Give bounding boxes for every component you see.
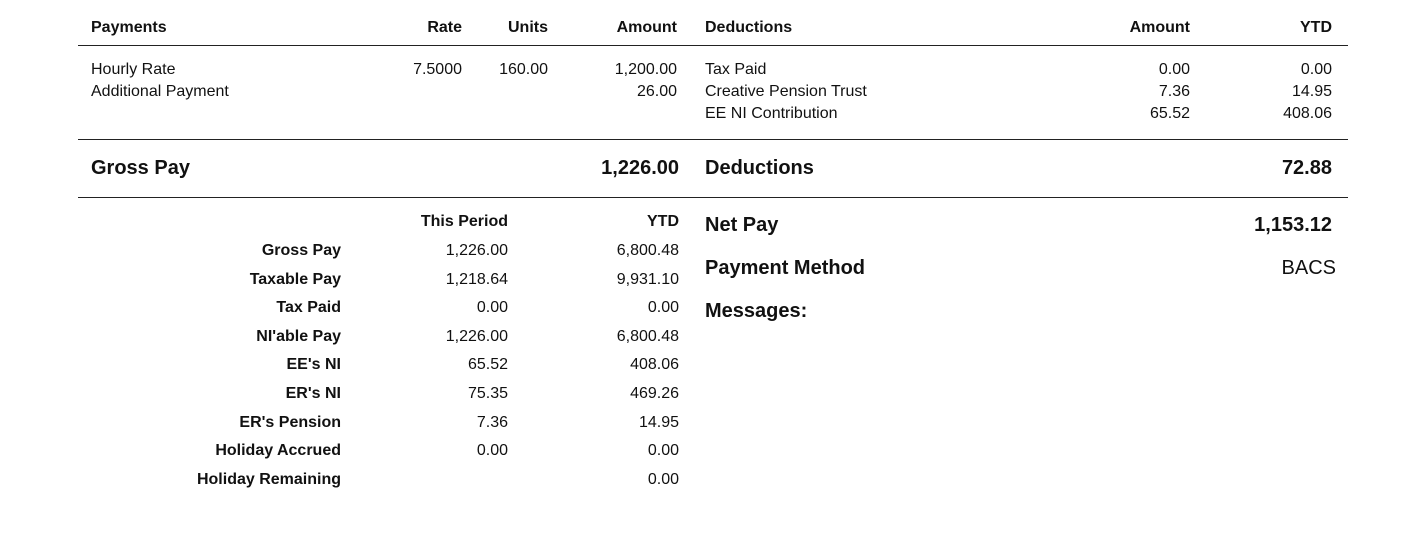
- deduction-row-amount: 0.00: [1158, 61, 1190, 78]
- summary-row-this-period: 65.52: [467, 356, 508, 374]
- summary-labels: [150, 237, 341, 494]
- summary-row-ytd: 0.00: [647, 470, 679, 488]
- header-divider: [78, 45, 1348, 46]
- deductions-total-label: Deductions: [705, 157, 814, 179]
- payment-row-units: 160.00: [499, 61, 548, 78]
- totals-divider: [78, 197, 1348, 198]
- gross-pay-label: Gross Pay: [91, 157, 190, 179]
- summary-ytd-header: YTD: [647, 213, 679, 230]
- deductions-ytd-header: YTD: [1300, 19, 1332, 36]
- payment-row-description: Hourly Rate: [91, 61, 176, 78]
- summary-row-this-period: [400, 466, 508, 495]
- summary-row-ytd: 0.00: [647, 299, 679, 317]
- summary-row-ytd: 14.95: [638, 413, 679, 431]
- deduction-row-description: EE NI Contribution: [705, 105, 838, 122]
- deduction-row-amount: 65.52: [1149, 105, 1190, 122]
- summary-row-label: Tax Paid: [276, 299, 341, 317]
- summary-row-ytd: 408.06: [630, 356, 679, 374]
- summary-row-this-period: 0.00: [476, 442, 508, 460]
- payments-units: [468, 59, 548, 103]
- deductions-ytds: [1232, 59, 1332, 125]
- deduction-row-ytd: 0.00: [1300, 61, 1332, 78]
- summary-row-this-period: 75.35: [467, 384, 508, 402]
- summary-row-label: Holiday Accrued: [215, 442, 341, 460]
- deduction-row-amount: 7.36: [1158, 83, 1190, 100]
- deductions-total: 72.88: [1281, 157, 1332, 179]
- net-pay-value: 1,153.12: [1254, 214, 1332, 236]
- summary-row-label: Holiday Remaining: [196, 470, 341, 488]
- messages-label: Messages:: [705, 300, 808, 322]
- rows-divider: [78, 139, 1348, 140]
- summary-row-label: ER's Pension: [239, 413, 341, 431]
- summary-row-ytd: 469.26: [630, 384, 679, 402]
- payments-amounts: [577, 59, 677, 103]
- payment-row-rate: 7.5000: [413, 61, 462, 78]
- summary-row-label: EE's NI: [286, 356, 341, 374]
- summary-row-this-period: 1,218.64: [445, 270, 508, 288]
- summary-row-label: ER's NI: [285, 384, 341, 402]
- payments-descriptions: [91, 59, 229, 103]
- summary-row-ytd: 6,800.48: [616, 242, 679, 259]
- deductions-header: Deductions: [705, 19, 793, 36]
- deductions-amount-header: Amount: [1129, 19, 1190, 36]
- payment-row-units: [468, 81, 548, 103]
- deduction-row-description: Creative Pension Trust: [705, 83, 867, 100]
- payment-method-label: Payment Method: [705, 257, 866, 279]
- payments-header: Payments: [91, 19, 167, 36]
- deduction-row-description: Tax Paid: [705, 61, 767, 78]
- summary-this-period-values: [400, 237, 508, 494]
- summary-row-this-period: 1,226.00: [445, 327, 508, 345]
- units-header: Units: [508, 19, 548, 36]
- gross-pay-total: 1,226.00: [601, 157, 679, 179]
- payments-amount-header: Amount: [616, 19, 677, 36]
- payment-method-value: BACS: [1281, 257, 1336, 279]
- summary-row-this-period: 7.36: [476, 413, 508, 431]
- deduction-row-ytd: 408.06: [1283, 105, 1332, 122]
- rate-header: Rate: [427, 19, 462, 36]
- summary-row-this-period: 1,226.00: [445, 242, 508, 259]
- this-period-header: This Period: [420, 213, 508, 230]
- deductions-amounts: [1090, 59, 1190, 125]
- summary-row-label: Gross Pay: [261, 242, 341, 259]
- summary-row-ytd: 9,931.10: [616, 270, 679, 288]
- summary-row-ytd: 6,800.48: [616, 327, 679, 345]
- summary-row-this-period: 0.00: [476, 299, 508, 317]
- deductions-descriptions: [705, 59, 867, 125]
- payment-row-description: Additional Payment: [91, 83, 229, 100]
- summary-row-ytd: 0.00: [647, 442, 679, 460]
- net-pay-label: Net Pay: [705, 214, 779, 236]
- payment-row-amount: 26.00: [636, 83, 677, 100]
- payment-row-amount: 1,200.00: [614, 61, 677, 78]
- summary-row-label: NI'able Pay: [256, 327, 341, 345]
- payment-row-rate: [392, 81, 462, 103]
- summary-row-label: Taxable Pay: [249, 270, 341, 288]
- deduction-row-ytd: 14.95: [1291, 83, 1332, 100]
- payments-rates: [392, 59, 462, 103]
- summary-ytd-values: [570, 237, 679, 494]
